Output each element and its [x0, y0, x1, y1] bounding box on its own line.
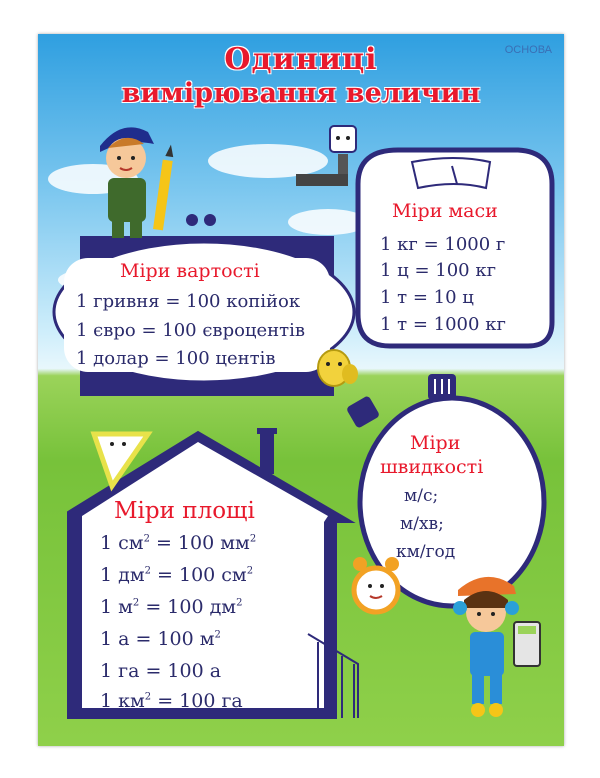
mass-line: 1 т = 10 ц — [380, 287, 474, 308]
mass-heading: Міри маси — [392, 200, 498, 222]
superscript: 2 — [143, 533, 150, 545]
cost-line: 1 гривня = 100 копійок — [76, 291, 301, 312]
area-line — [100, 628, 221, 650]
area-line-part: 1 га = 100 а — [100, 660, 222, 682]
area-line-part: 1 м — [100, 596, 133, 618]
speed-line: км/год — [396, 542, 456, 562]
coin-icon — [318, 350, 358, 386]
area-heading: Міри площі — [114, 498, 255, 524]
mass-line: 1 ц = 100 кг — [380, 260, 497, 281]
area-line — [100, 596, 242, 618]
area-line-part: = 100 мм — [149, 532, 250, 554]
superscript: 2 — [132, 597, 140, 609]
cost-line: 1 євро = 100 євроцентів — [76, 320, 305, 341]
area-line-part: 1 дм — [100, 564, 145, 586]
house-chimney — [260, 430, 274, 474]
area-line — [100, 532, 256, 554]
brand-logo: ОСНОВА — [504, 44, 552, 56]
ruler-icon — [296, 126, 356, 186]
area-line — [100, 660, 221, 682]
superscript: 2 — [246, 565, 254, 577]
superscript: 2 — [144, 691, 152, 703]
poster — [38, 34, 564, 746]
area-line-part: = 100 дм — [139, 596, 237, 618]
area-line-part: = 100 га — [151, 690, 243, 712]
superscript: 2 — [144, 565, 151, 577]
scale-dial-icon — [412, 158, 490, 188]
area-line-part: = 100 см — [150, 564, 247, 586]
area-line-part: 1 а = 100 м — [100, 628, 215, 650]
superscript: 2 — [214, 629, 221, 641]
speed-heading-line1: Міри — [410, 432, 461, 454]
superscript: 2 — [236, 597, 243, 609]
boy-icon — [100, 127, 175, 238]
speed-line: м/с; — [404, 486, 439, 506]
superscript: 2 — [249, 533, 257, 545]
area-line-part: 1 см — [100, 532, 144, 554]
cost-heading: Міри вартості — [120, 260, 260, 282]
speed-heading-line2: швидкості — [380, 456, 484, 478]
area-line-part: 1 км — [100, 690, 145, 712]
cost-line: 1 долар = 100 центів — [76, 348, 276, 369]
area-line — [100, 564, 253, 586]
mass-line: 1 т = 1000 кг — [380, 314, 506, 335]
speed-line: м/хв; — [400, 514, 444, 534]
mass-line: 1 кг = 1000 г — [380, 234, 506, 255]
poster-title-line2: вимірювання величин — [121, 78, 481, 109]
poster-title-line1: Одиниці — [224, 42, 378, 77]
area-line — [100, 690, 243, 712]
